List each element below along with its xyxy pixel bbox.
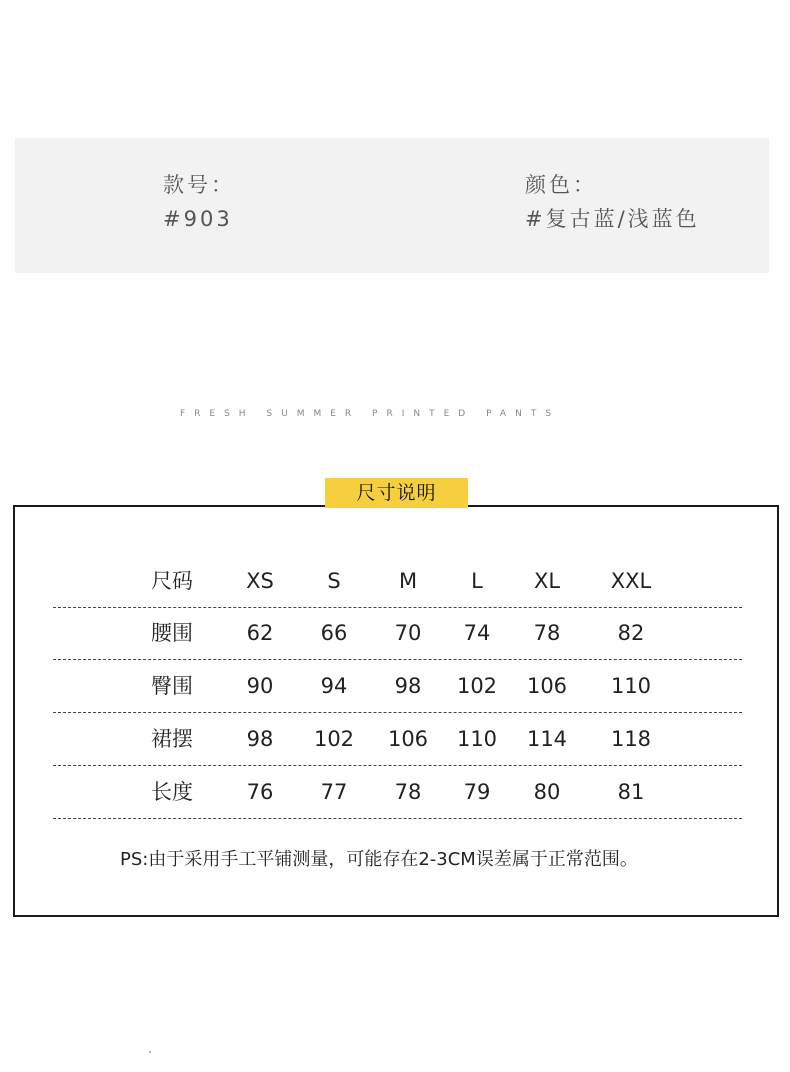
header-cell-m: M — [398, 569, 418, 593]
table-cell: 110 — [610, 674, 652, 698]
style-number-label: 款号： — [163, 173, 235, 197]
header-cell-xxl: XXL — [610, 569, 652, 593]
style-number-block — [163, 168, 235, 236]
table-row-length — [53, 766, 742, 819]
size-chart-title: 尺寸说明 — [325, 478, 468, 508]
table-cell: 98 — [394, 674, 422, 698]
style-number-value: #903 — [163, 207, 233, 231]
table-cell: 82 — [617, 621, 645, 645]
table-cell: 62 — [246, 621, 274, 645]
row-label: 臀围 — [151, 674, 193, 698]
row-label: 腰围 — [151, 621, 193, 645]
table-cell: 77 — [320, 780, 348, 804]
table-row-waist — [53, 607, 742, 660]
table-cell: 114 — [526, 727, 568, 751]
size-table-header-row — [53, 555, 742, 608]
table-cell: 102 — [456, 674, 498, 698]
table-cell: 106 — [387, 727, 429, 751]
table-cell: 81 — [617, 780, 645, 804]
table-cell: 110 — [456, 727, 498, 751]
header-cell-xs: XS — [246, 569, 274, 593]
color-value: #复古蓝/浅蓝色 — [525, 207, 700, 231]
table-cell: 78 — [394, 780, 422, 804]
tagline: FRESH SUMMER PRINTED PANTS — [179, 409, 561, 419]
row-label: 长度 — [151, 780, 193, 804]
table-cell: 78 — [533, 621, 561, 645]
table-cell: 80 — [533, 780, 561, 804]
table-cell: 118 — [610, 727, 652, 751]
header-cell-l: L — [471, 569, 483, 593]
decorative-dot — [149, 1051, 151, 1053]
color-label: 颜色： — [525, 173, 597, 197]
table-cell: 102 — [313, 727, 355, 751]
color-block — [525, 168, 700, 236]
table-row-hip — [53, 660, 742, 713]
table-cell: 90 — [246, 674, 274, 698]
table-row-hem — [53, 713, 742, 766]
table-cell: 70 — [394, 621, 422, 645]
table-cell: 74 — [463, 621, 491, 645]
table-cell: 106 — [526, 674, 568, 698]
measurement-note: PS:由于采用手工平铺测量，可能存在2-3CM误差属于正常范围。 — [120, 849, 638, 870]
table-cell: 66 — [320, 621, 348, 645]
row-label: 裙摆 — [151, 727, 193, 751]
table-cell: 94 — [320, 674, 348, 698]
table-cell: 76 — [246, 780, 274, 804]
product-info-band — [15, 138, 769, 273]
header-cell-size: 尺码 — [151, 569, 193, 593]
table-cell: 79 — [463, 780, 491, 804]
header-cell-xl: XL — [533, 569, 561, 593]
header-cell-s: S — [327, 569, 341, 593]
table-cell: 98 — [246, 727, 274, 751]
